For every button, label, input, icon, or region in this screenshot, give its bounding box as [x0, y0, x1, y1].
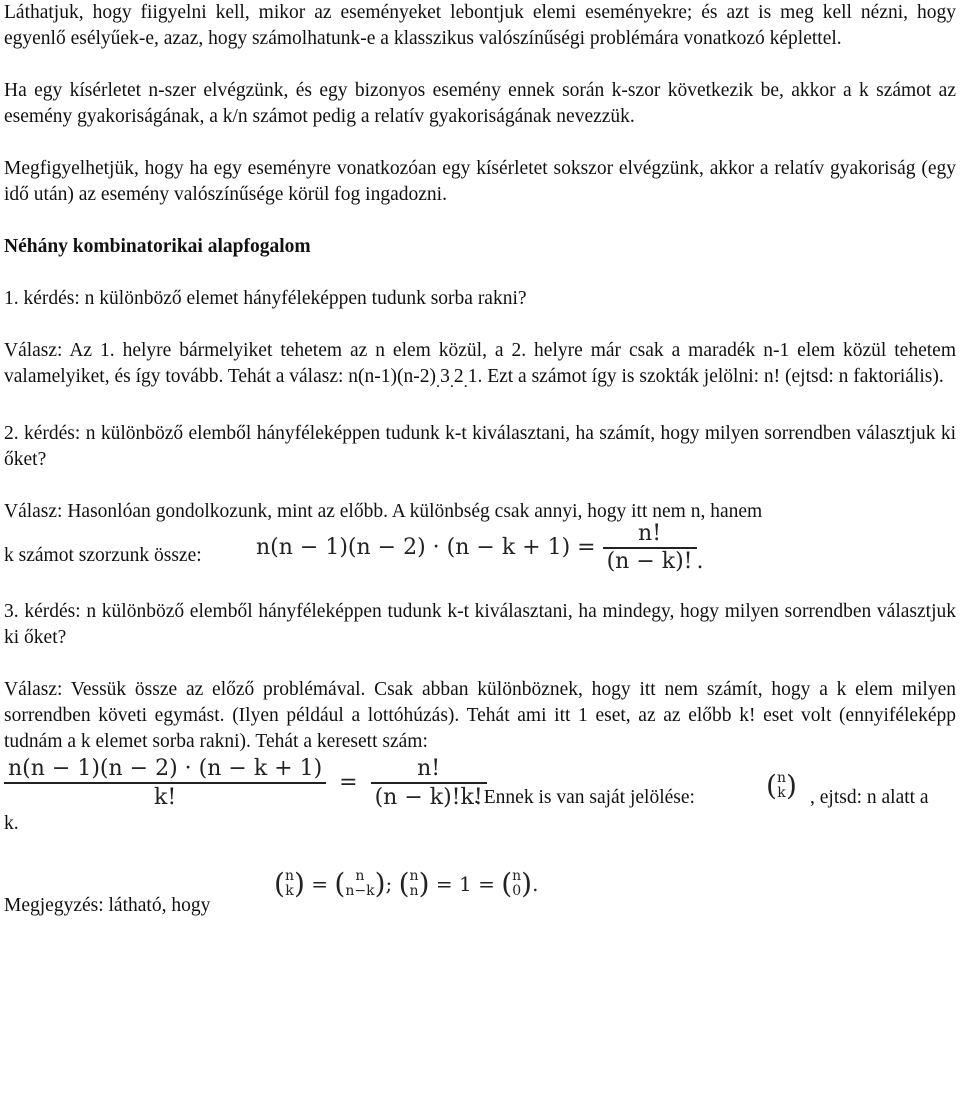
answer-1-dot: . [463, 372, 468, 391]
pronunciation-end: k. [4, 812, 19, 834]
fraction-denominator: (n − k)!k! [371, 782, 487, 811]
combination-formula [4, 755, 487, 811]
fraction-numerator: n! [638, 520, 662, 546]
note-label: Megjegyzés: látható, hogy [4, 894, 211, 916]
permutation-formula [256, 521, 704, 575]
answer-1-text-b: 1. Ezt a számot így is szokták jelölni: n! (ejtsd: n faktoriális). [467, 366, 944, 387]
binomial-symbol: ( n k ) [766, 768, 797, 802]
formula-fraction-right [371, 755, 487, 811]
binomial-symbol: ( n k ) [274, 866, 305, 900]
binomial-symbol: ( n n−k ) [334, 866, 386, 900]
binom-bottom: k [777, 784, 786, 801]
question-3: 3. kérdés: n különböző elemből hányféleképpen tudunk k-t kiválasztani, ha mindegy, hogy milyen sorrendben választjuk ki őket? [4, 600, 956, 648]
answer-1-dot: . [449, 372, 454, 391]
answer-1-three: 3 [440, 366, 450, 387]
combination-formula-line [4, 755, 956, 837]
section-heading: Néhány kombinatorikai alapfogalom [4, 236, 311, 257]
document-page [4, 0, 956, 921]
symmetry-identity [274, 867, 538, 901]
answer-1 [4, 338, 956, 395]
answer-2-lead: k számot szorzunk össze: [4, 544, 202, 566]
answer-1-text-a: Válasz: Az 1. helyre bármelyiket tehetem az n elem közül, a 2. helyre már csak a maradék n-1 elem közül tehetem valamelyiket, és így tovább. Tehát a válasz: n(n-1)(n-2) [4, 340, 956, 387]
formula-period: . [696, 548, 704, 574]
question-1: 1. kérdés: n különböző elemet hányféleképpen tudunk sorba rakni? [4, 288, 527, 309]
fraction-numerator: n(n − 1)(n − 2) · (n − k + 1) [8, 755, 323, 781]
answer-2-line-2 [4, 520, 956, 577]
formula-period: . [532, 871, 539, 896]
equals-sign: = [339, 769, 358, 795]
binom-top: n [776, 769, 786, 786]
fraction-denominator: k! [4, 782, 326, 811]
answer-2-line-1: Válasz: Hasonlóan gondolkozunk, mint az előbb. A különbség csak annyi, hogy itt nem n, hanem [4, 500, 763, 522]
separator: ; [385, 871, 393, 896]
answer-1-dot: . [436, 372, 441, 391]
formula-lhs: n(n − 1)(n − 2) · (n − k + 1) = [256, 534, 596, 560]
answer-1-two: 2 [453, 366, 464, 387]
binomial-symbol: ( n n ) [398, 866, 430, 900]
question-2: 2. kérdés: n különböző elemből hányféleképpen tudunk k-t kiválasztani, ha számít, hogy milyen sorrendben választjuk ki őket? [4, 422, 956, 470]
fraction-numerator: n! [417, 755, 441, 781]
fraction-denominator: (n − k)! [603, 547, 697, 575]
equals-one: = 1 = [435, 871, 495, 896]
answer-3: Válasz: Vessük össze az előző problémával. Csak abban különböznek, hogy itt nem számít, hogy a k elem milyen sorrendben követi egymást. (Ilyen például a lottóhúzás). Tehát ami itt 1 eset, az az előbb k! eset volt (ennyiféleképp tudnám a k elemet sorba rakni). Tehát a keresett szám: [4, 678, 956, 752]
relative-frequency-paragraph: Megfigyelhetjük, hogy ha egy eseményre vonatkozóan egy kísérletet sokszor elvégzünk, akkor a relatív gyakoriság (egy idő után) az esemény valószínűsége körül fog ingadozni. [4, 158, 956, 205]
formula-fraction-left [4, 755, 326, 811]
equals-sign: = [311, 871, 329, 896]
intro-paragraph: Láthatjuk, hogy fiigyelni kell, mikor az eseményeket lebontjuk elemi eseményekre; és azt is meg kell nézni, hogy egyenlő esélyűek-e, azaz, hogy számolhatunk-e a klasszikus valószínűségi problémára vonatkozó képlettel. [4, 2, 956, 49]
note-line [4, 861, 956, 921]
formula-fraction [603, 521, 697, 575]
frequency-definition-paragraph: Ha egy kísérletet n-szer elvégzünk, és egy bizonyos esemény ennek során k-szor következik be, akkor a k számot az esemény gyakoriságának, a k/n számot pedig a relatív gyakoriságának nevezzük. [4, 80, 956, 127]
binomial-symbol: ( n 0 ) [501, 866, 533, 900]
notation-text: . Ennek is van saját jelölése: [474, 786, 695, 808]
pronunciation-text: , ejtsd: n alatt a [810, 786, 929, 808]
